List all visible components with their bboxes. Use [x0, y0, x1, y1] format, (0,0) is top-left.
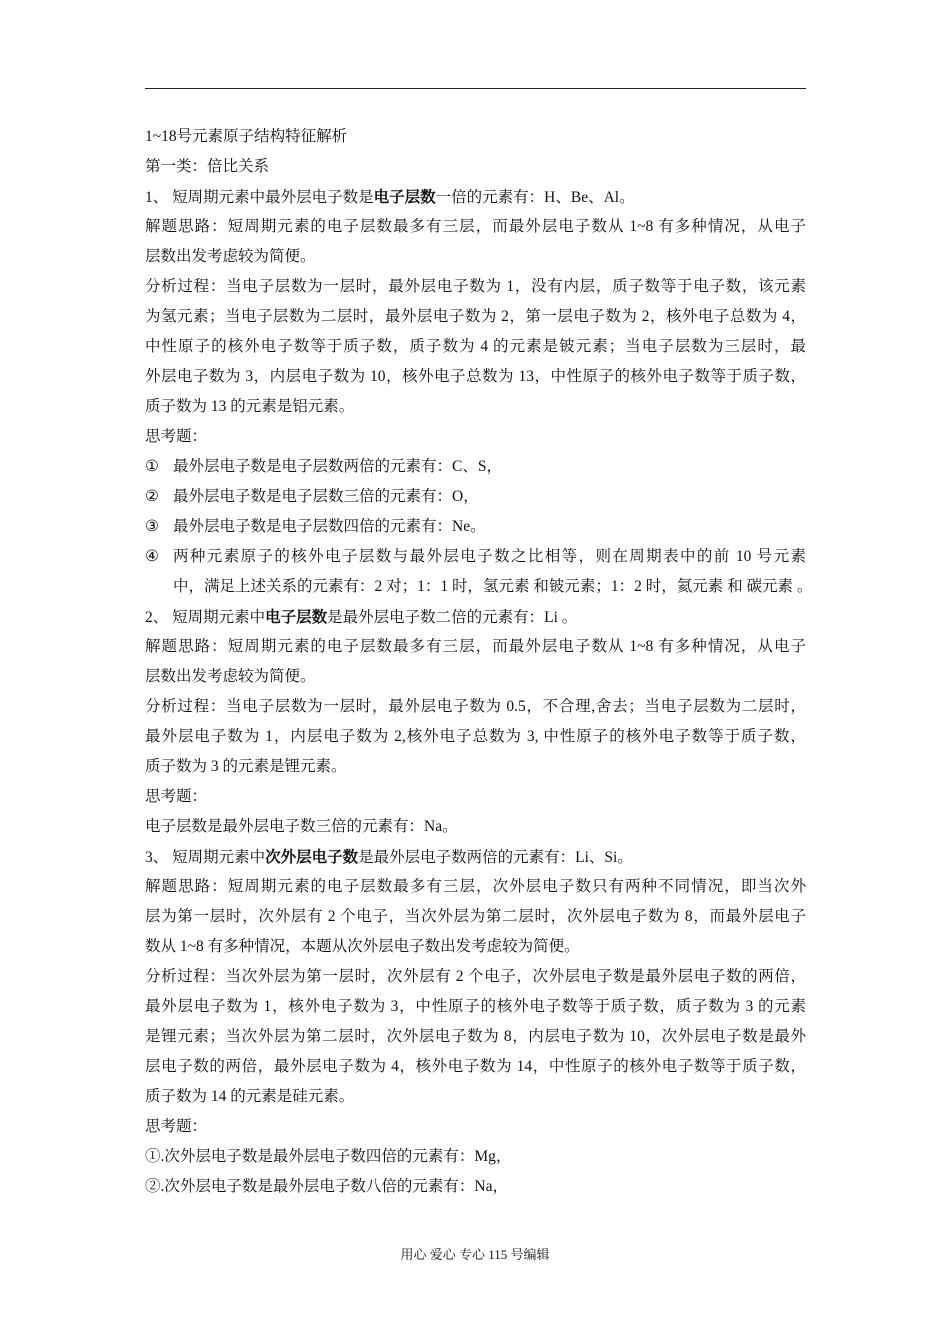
q2-idea: 解题思路：短周期元素的电子层数最多有三层，而最外层电子数从 1~8 有多种情况，从电子 — [145, 638, 806, 655]
q1-idea: 层数出发考虑较为简便。 — [145, 248, 316, 265]
think-item-continuation: 中，满足上述关系的元素有：2 对；1：1 时，氢元素 和铍元素；1：2 时，氦元素 和 碳元素 。 — [173, 578, 813, 595]
think-heading: 思考题： — [145, 788, 208, 805]
q3-analysis: 分析过程：当次外层为第一层时，次外层有 2 个电子，次外层电子数是最外层电子数的两倍， — [145, 968, 806, 985]
q3-analysis: 层电子数的两倍，最外层电子数为 4，核外电子数为 14，中性原子的核外电子数等于质子数， — [145, 1058, 806, 1075]
think-item: ②.次外层电子数是最外层电子数八倍的元素有：Na， — [145, 1178, 508, 1195]
q3-idea: 层为第一层时，次外层有 2 个电子，当次外层为第二层时，次外层电子数为 8，而最外层电子 — [145, 908, 806, 925]
doc-title: 1~18号元素原子结构特征解析 — [145, 128, 348, 145]
think-item: 电子层数是最外层电子数三倍的元素有：Na。 — [145, 818, 458, 835]
document-body — [145, 122, 813, 1202]
think-item: ② 最外层电子数是电子层数三倍的元素有：O， — [145, 488, 479, 505]
q1-analysis: 外层电子数为 3，内层电子数为 10，核外电子总数为 13，中性原子的核外电子数等于质子数， — [145, 368, 806, 385]
think-item: ① 最外层电子数是电子层数两倍的元素有：C、S， — [145, 458, 502, 475]
question-3: 3、 短周期元素中次外层电子数是最外层电子数两倍的元素有：Li、Si。 — [145, 848, 633, 866]
question-1: 1、 短周期元素中最外层电子数是电子层数一倍的元素有：H、Be、Al。 — [145, 188, 635, 206]
think-item: ③ 最外层电子数是电子层数四倍的元素有：Ne。 — [145, 518, 486, 535]
q2-analysis: 质子数为 3 的元素是锂元素。 — [145, 758, 347, 775]
q3-analysis: 质子数为 14 的元素是硅元素。 — [145, 1088, 355, 1105]
q3-idea: 解题思路：短周期元素的电子层数最多有三层，次外层电子数只有两种不同情况，即当次外 — [145, 878, 806, 895]
think-heading: 思考题： — [145, 428, 208, 445]
q3-analysis: 最外层电子数为 1，核外电子数为 3，中性原子的核外电子数等于质子数，质子数为 3 的元素 — [145, 998, 806, 1015]
q1-analysis: 中性原子的核外电子数等于质子数，质子数为 4 的元素是铍元素；当电子层数为三层时，最 — [145, 338, 806, 355]
q3-idea: 数从 1~8 有多种情况，本题从次外层电子数出发考虑较为简便。 — [145, 938, 580, 955]
q2-analysis: 最外层电子数为 1，内层电子数为 2,核外电子总数为 3, 中性原子的核外电子数等于质子数， — [145, 728, 806, 745]
q1-analysis: 质子数为 13 的元素是铝元素。 — [145, 398, 355, 415]
think-heading: 思考题： — [145, 1118, 208, 1135]
question-2: 2、 短周期元素中电子层数是最外层电子数二倍的元素有：Li 。 — [145, 608, 578, 626]
think-item: ④ 两种元素原子的核外电子层数与最外层电子数之比相等，则在周期表中的前 10 号元素 — [145, 548, 806, 565]
q2-idea: 层数出发考虑较为简便。 — [145, 668, 316, 685]
q1-analysis: 为氢元素；当电子层数为二层时，最外层电子数为 2，第一层电子数为 2，核外电子总数为 4， — [145, 308, 806, 325]
header-rule — [145, 88, 806, 89]
page-footer: 用心 爱心 专心 115 号编辑 — [400, 1247, 550, 1262]
q3-analysis: 是锂元素；当次外层为第二层时，次外层电子数为 8，内层电子数为 10，次外层电子数是最外 — [145, 1028, 806, 1045]
q1-analysis: 分析过程：当电子层数为一层时，最外层电子数为 1，没有内层，质子数等于电子数，该元素 — [145, 278, 806, 295]
category-heading: 第一类：倍比关系 — [145, 158, 270, 175]
think-item: ①.次外层电子数是最外层电子数四倍的元素有：Mg， — [145, 1148, 512, 1165]
q2-analysis: 分析过程：当电子层数为一层时，最外层电子数为 0.5，不合理,舍去；当电子层数为二层时， — [145, 698, 806, 715]
q1-idea: 解题思路：短周期元素的电子层数最多有三层，而最外层电子数从 1~8 有多种情况，从电子 — [145, 218, 806, 235]
